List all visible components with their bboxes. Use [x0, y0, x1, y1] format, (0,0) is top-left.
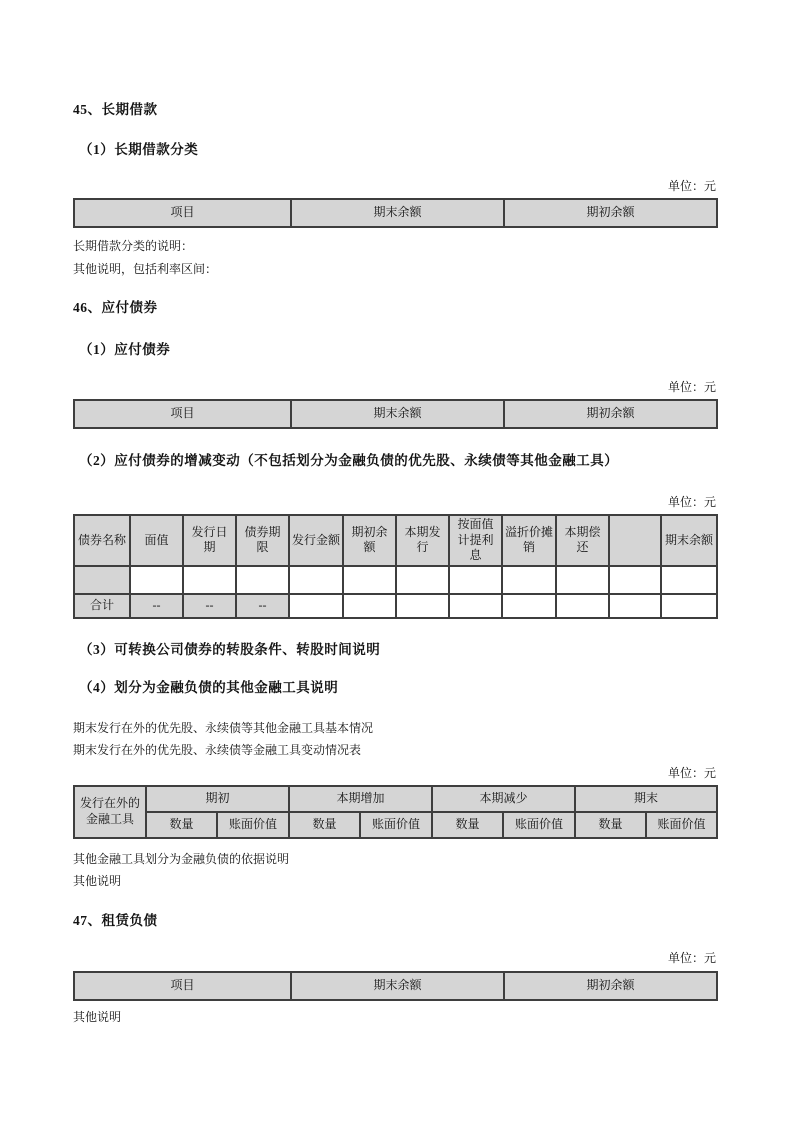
- cell: [130, 566, 183, 594]
- unit-label-2: 单位：元: [667, 380, 716, 394]
- subheader-book-value: 账面价值: [217, 812, 289, 838]
- col-header-premium-amortization: 溢折价摊销: [502, 515, 556, 566]
- col-header-issue-date: 发行日期: [183, 515, 236, 566]
- cell: [449, 594, 502, 618]
- section-46-sub1-title: （1）应付债券: [79, 342, 171, 357]
- unit-label-5: 单位：元: [667, 951, 716, 965]
- cell: [183, 566, 236, 594]
- bond-data-row: [74, 566, 717, 594]
- subheader-quantity: 数量: [432, 812, 503, 838]
- col-header-item: 项目: [74, 400, 291, 428]
- other-note: 其他说明: [73, 1010, 122, 1024]
- unit-label-3: 单位：元: [667, 495, 716, 509]
- subheader-book-value: 账面价值: [360, 812, 432, 838]
- section-46-sub3-title: （3）可转换公司债券的转股条件、转股时间说明: [79, 642, 381, 657]
- col-header-beginning-balance: 期初余额: [504, 972, 717, 1000]
- cell: [661, 594, 717, 618]
- group-header-beginning: 期初: [146, 786, 289, 812]
- long-term-loan-table: [73, 198, 718, 228]
- col-header-ending-balance: 期末余额: [291, 972, 504, 1000]
- cell: [396, 566, 449, 594]
- col-header-current-repayment: 本期偿还: [556, 515, 609, 566]
- cell: [74, 566, 130, 594]
- cell: [343, 594, 396, 618]
- col-header-item: 项目: [74, 972, 291, 1000]
- cell: [343, 566, 396, 594]
- subheader-quantity: 数量: [146, 812, 217, 838]
- col-header-beginning-balance: 期初余额: [504, 199, 717, 227]
- col-header-item: 项目: [74, 199, 291, 227]
- col-header-ending-balance: 期末余额: [291, 199, 504, 227]
- fi-basic-situation-line: 期末发行在外的优先股、永续债等其他金融工具基本情况: [73, 721, 374, 735]
- cell: [556, 594, 609, 618]
- table-header-row: [74, 400, 717, 428]
- cell: --: [183, 594, 236, 618]
- section-45-sub1-title: （1）长期借款分类: [79, 142, 199, 157]
- col-header-beginning-balance: 期初余额: [343, 515, 396, 566]
- section-46-title: 46、应付债券: [73, 300, 158, 315]
- bonds-payable-table: [73, 399, 718, 429]
- col-header-blank: [609, 515, 661, 566]
- fi-change-table-line: 期末发行在外的优先股、永续债等金融工具变动情况表: [73, 743, 362, 757]
- col-header-issue-amount: 发行金额: [289, 515, 343, 566]
- subheader-quantity: 数量: [575, 812, 646, 838]
- table-group-header-row: [74, 786, 717, 812]
- cell: [396, 594, 449, 618]
- table-header-row: [74, 515, 717, 566]
- group-header-decrease: 本期减少: [432, 786, 575, 812]
- lease-liability-table: [73, 971, 718, 1001]
- cell: [502, 566, 556, 594]
- col-header-current-issue: 本期发行: [396, 515, 449, 566]
- cell: [289, 594, 343, 618]
- unit-label-1: 单位：元: [667, 179, 716, 193]
- table-header-row: [74, 972, 717, 1000]
- section-46-sub2-title: （2）应付债券的增减变动（不包括划分为金融负债的优先股、永续债等其他金融工具）: [79, 453, 619, 468]
- group-header-increase: 本期增加: [289, 786, 432, 812]
- cell: --: [236, 594, 289, 618]
- corner-header-outstanding-instruments: 发行在外的金融工具: [74, 786, 146, 838]
- cell: [289, 566, 343, 594]
- total-label-cell: 合计: [74, 594, 130, 618]
- col-header-beginning-balance: 期初余额: [504, 400, 717, 428]
- loan-classification-note: 长期借款分类的说明：: [73, 239, 194, 253]
- col-header-ending-balance: 期末余额: [661, 515, 717, 566]
- bond-movement-table: [73, 514, 718, 619]
- section-45-title: 45、长期借款: [73, 102, 158, 117]
- cell: [661, 566, 717, 594]
- table-header-row: [74, 199, 717, 227]
- cell: [609, 594, 661, 618]
- section-46-sub4-title: （4）划分为金融负债的其他金融工具说明: [79, 680, 339, 695]
- financial-instruments-table: [73, 785, 718, 839]
- col-header-bond-name: 债券名称: [74, 515, 130, 566]
- col-header-ending-balance: 期末余额: [291, 400, 504, 428]
- cell: [502, 594, 556, 618]
- col-header-interest-at-face: 按面值计提利息: [449, 515, 502, 566]
- table-subheader-row: [74, 812, 717, 838]
- group-header-ending: 期末: [575, 786, 717, 812]
- section-47-title: 47、租赁负债: [73, 913, 158, 928]
- subheader-book-value: 账面价值: [503, 812, 575, 838]
- subheader-book-value: 账面价值: [646, 812, 717, 838]
- cell: --: [130, 594, 183, 618]
- bond-total-row: [74, 594, 717, 618]
- interest-rate-range-note: 其他说明，包括利率区间：: [73, 262, 218, 276]
- subheader-quantity: 数量: [289, 812, 360, 838]
- unit-label-4: 单位：元: [667, 766, 716, 780]
- cell: [236, 566, 289, 594]
- other-note: 其他说明: [73, 874, 122, 888]
- cell: [556, 566, 609, 594]
- cell: [449, 566, 502, 594]
- cell: [609, 566, 661, 594]
- fi-liability-basis-note: 其他金融工具划分为金融负债的依据说明: [73, 852, 290, 866]
- col-header-face-value: 面值: [130, 515, 183, 566]
- col-header-bond-term: 债券期限: [236, 515, 289, 566]
